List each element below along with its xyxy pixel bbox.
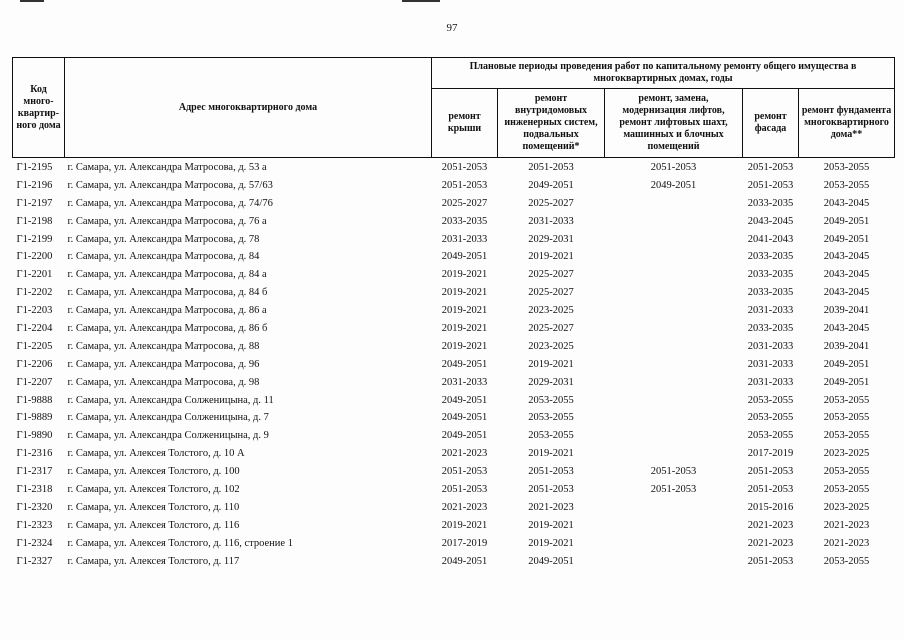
cell-foundation: 2049-2051 [823, 376, 870, 388]
cell-address: г. Самара, ул. Александра Солженицына, д. 9 [67, 430, 269, 442]
table-row [13, 284, 895, 302]
cell-foundation: 2049-2051 [823, 215, 870, 227]
cell-address: г. Самара, ул. Александра Матросова, д. 84 а [67, 269, 267, 281]
cell-roof: 2019-2021 [441, 287, 488, 299]
cell-code: Г1-2202 [16, 287, 53, 299]
cell-address: г. Самара, ул. Александра Солженицына, д. 11 [67, 394, 274, 406]
cell-systems: 2019-2021 [528, 519, 574, 531]
cell-roof: 2049-2051 [441, 412, 488, 424]
cell-elevators [605, 231, 743, 249]
scan-edge-mark [20, 0, 44, 2]
cell-systems: 2019-2021 [528, 537, 574, 549]
cell-elevators [605, 392, 743, 410]
cell-roof: 2021-2023 [441, 501, 488, 513]
cell-systems: 2025-2027 [528, 287, 574, 299]
table-row [13, 195, 895, 213]
table-row [13, 302, 895, 320]
header-systems: ремонт внутридомовых инженерных систем, подвальных помещений* [498, 89, 605, 158]
cell-elevators [605, 320, 743, 338]
cell-code: Г1-2324 [16, 537, 53, 549]
cell-facade: 2033-2035 [747, 269, 794, 281]
cell-systems: 2053-2055 [528, 430, 574, 442]
cell-code: Г1-2320 [16, 501, 53, 513]
cell-code: Г1-2204 [16, 322, 53, 334]
cell-code: Г1-9890 [16, 430, 53, 442]
cell-address: г. Самара, ул. Александра Матросова, д. 78 [67, 233, 260, 245]
cell-foundation: 2053-2055 [823, 394, 870, 406]
cell-elevators [605, 553, 743, 571]
cell-foundation: 2053-2055 [823, 430, 870, 442]
cell-facade: 2051-2053 [747, 161, 794, 173]
cell-elevators [605, 517, 743, 535]
cell-systems: 2025-2027 [528, 322, 574, 334]
scan-edge-mark [402, 0, 440, 2]
cell-code: Г1-2205 [16, 340, 53, 352]
cell-roof: 2031-2033 [441, 233, 488, 245]
cell-facade: 2031-2033 [747, 376, 794, 388]
table-row [13, 409, 895, 427]
cell-address: г. Самара, ул. Александра Матросова, д. 86 а [67, 305, 267, 317]
cell-systems: 2051-2053 [528, 483, 574, 495]
cell-address: г. Самара, ул. Александра Матросова, д. 84 б [67, 287, 268, 299]
cell-elevators [605, 195, 743, 213]
table-row [13, 231, 895, 249]
cell-roof: 2049-2051 [441, 251, 488, 263]
cell-roof: 2033-2035 [441, 215, 488, 227]
cell-address: г. Самара, ул. Александра Матросова, д. 98 [67, 376, 260, 388]
cell-address: г. Самара, ул. Алексея Толстого, д. 110 [67, 501, 240, 513]
cell-elevators [605, 374, 743, 392]
cell-elevators [605, 356, 743, 374]
cell-elevators: 2049-2051 [650, 179, 697, 191]
header-planned-periods: Плановые периоды проведения работ по капитальному ремонту общего имущества в многоквартирных домах, годы [432, 58, 895, 89]
cell-facade: 2053-2055 [747, 394, 794, 406]
cell-systems: 2019-2021 [528, 448, 574, 460]
cell-facade: 2017-2019 [747, 448, 794, 460]
cell-roof: 2051-2053 [441, 179, 488, 191]
cell-systems: 2025-2027 [528, 197, 574, 209]
cell-code: Г1-2203 [16, 305, 53, 317]
cell-elevators [605, 338, 743, 356]
cell-roof: 2017-2019 [441, 537, 488, 549]
header-address: Адрес многоквартирного дома [65, 58, 432, 158]
cell-systems: 2031-2033 [528, 215, 574, 227]
cell-address: г. Самара, ул. Александра Матросова, д. 76 а [67, 215, 267, 227]
cell-address: г. Самара, ул. Александра Матросова, д. 88 [67, 340, 260, 352]
cell-systems: 2023-2025 [528, 305, 574, 317]
cell-systems: 2053-2055 [528, 394, 574, 406]
table-row [13, 374, 895, 392]
cell-address: г. Самара, ул. Александра Матросова, д. 86 б [67, 322, 268, 334]
cell-systems: 2019-2021 [528, 251, 574, 263]
cell-elevators: 2051-2053 [650, 161, 697, 173]
cell-foundation: 2053-2055 [823, 179, 870, 191]
cell-systems: 2029-2031 [528, 376, 574, 388]
cell-code: Г1-2199 [16, 233, 53, 245]
table-row [13, 499, 895, 517]
header-elevators: ремонт, замена, модернизация лифтов, ремонт лифтовых шахт, машинных и блочных помещений [605, 89, 743, 158]
cell-facade: 2041-2043 [747, 233, 794, 245]
header-roof: ремонт крыши [432, 89, 498, 158]
cell-facade: 2033-2035 [747, 287, 794, 299]
cell-elevators [605, 302, 743, 320]
table-row [13, 463, 895, 481]
cell-code: Г1-2200 [16, 251, 53, 263]
cell-roof: 2049-2051 [441, 358, 488, 370]
cell-code: Г1-2207 [16, 376, 53, 388]
cell-elevators [605, 535, 743, 553]
cell-elevators [605, 248, 743, 266]
cell-elevators: 2051-2053 [650, 466, 697, 478]
cell-facade: 2031-2033 [747, 358, 794, 370]
table-row [13, 517, 895, 535]
cell-systems: 2023-2025 [528, 340, 574, 352]
table-row [13, 177, 895, 195]
cell-systems: 2053-2055 [528, 412, 574, 424]
table-row [13, 535, 895, 553]
cell-address: г. Самара, ул. Александра Матросова, д. 53 а [67, 161, 267, 173]
cell-address: г. Самара, ул. Александра Матросова, д. 74/76 [67, 197, 273, 209]
cell-code: Г1-2318 [16, 483, 53, 495]
cell-foundation: 2021-2023 [823, 537, 870, 549]
cell-roof: 2025-2027 [441, 197, 488, 209]
cell-address: г. Самара, ул. Алексея Толстого, д. 116 [67, 519, 240, 531]
cell-roof: 2019-2021 [441, 269, 488, 281]
table-row [13, 213, 895, 231]
cell-facade: 2015-2016 [747, 501, 794, 513]
cell-code: Г1-2206 [16, 358, 53, 370]
cell-systems: 2021-2023 [528, 501, 574, 513]
table-body [13, 158, 895, 571]
cell-roof: 2051-2053 [441, 161, 488, 173]
cell-systems: 2051-2053 [528, 466, 574, 478]
cell-foundation: 2053-2055 [823, 483, 870, 495]
cell-facade: 2033-2035 [747, 251, 794, 263]
cell-facade: 2051-2053 [747, 483, 794, 495]
cell-code: Г1-9889 [16, 412, 53, 424]
cell-elevators [605, 427, 743, 445]
cell-elevators [605, 445, 743, 463]
cell-address: г. Самара, ул. Алексея Толстого, д. 10 А [67, 448, 245, 460]
cell-systems: 2049-2051 [528, 555, 574, 567]
table-row [13, 427, 895, 445]
cell-facade: 2051-2053 [747, 466, 794, 478]
cell-address: г. Самара, ул. Александра Матросова, д. 96 [67, 358, 260, 370]
cell-systems: 2019-2021 [528, 358, 574, 370]
cell-roof: 2049-2051 [441, 430, 488, 442]
cell-code: Г1-2327 [16, 555, 53, 567]
cell-code: Г1-2198 [16, 215, 53, 227]
cell-code: Г1-2195 [16, 161, 53, 173]
cell-foundation: 2039-2041 [823, 340, 870, 352]
cell-elevators [605, 499, 743, 517]
cell-facade: 2021-2023 [747, 519, 794, 531]
cell-roof: 2031-2033 [441, 376, 488, 388]
cell-foundation: 2043-2045 [823, 197, 870, 209]
cell-foundation: 2043-2045 [823, 251, 870, 263]
cell-address: г. Самара, ул. Александра Солженицына, д. 7 [67, 412, 269, 424]
cell-roof: 2019-2021 [441, 322, 488, 334]
cell-elevators [605, 409, 743, 427]
cell-facade: 2031-2033 [747, 340, 794, 352]
cell-foundation: 2053-2055 [823, 412, 870, 424]
table-row [13, 481, 895, 499]
header-foundation: ремонт фундамента многоквартирного дома** [799, 89, 895, 158]
cell-roof: 2019-2021 [441, 519, 488, 531]
cell-roof: 2019-2021 [441, 340, 488, 352]
cell-foundation: 2023-2025 [823, 501, 870, 513]
cell-foundation: 2053-2055 [823, 161, 870, 173]
cell-systems: 2029-2031 [528, 233, 574, 245]
table-row [13, 320, 895, 338]
page-number: 97 [446, 22, 458, 34]
cell-roof: 2051-2053 [441, 466, 488, 478]
cell-facade: 2051-2053 [747, 179, 794, 191]
cell-roof: 2019-2021 [441, 305, 488, 317]
cell-facade: 2053-2055 [747, 430, 794, 442]
cell-foundation: 2049-2051 [823, 358, 870, 370]
cell-elevators [605, 284, 743, 302]
cell-roof: 2049-2051 [441, 394, 488, 406]
cell-code: Г1-2201 [16, 269, 53, 281]
cell-foundation: 2049-2051 [823, 233, 870, 245]
cell-foundation: 2043-2045 [823, 269, 870, 281]
cell-facade: 2031-2033 [747, 305, 794, 317]
header-code: Код много-квартир-ного дома [13, 58, 65, 158]
table-row [13, 248, 895, 266]
cell-facade: 2043-2045 [747, 215, 794, 227]
cell-code: Г1-2196 [16, 179, 53, 191]
table-row [13, 553, 895, 571]
cell-systems: 2049-2051 [528, 179, 574, 191]
cell-code: Г1-2316 [16, 448, 53, 460]
table-row [13, 445, 895, 463]
cell-facade: 2033-2035 [747, 322, 794, 334]
cell-address: г. Самара, ул. Алексея Толстого, д. 100 [67, 466, 240, 478]
cell-foundation: 2023-2025 [823, 448, 870, 460]
cell-facade: 2051-2053 [747, 555, 794, 567]
table-row [13, 356, 895, 374]
table-row [13, 158, 895, 177]
repair-schedule-table [12, 57, 895, 570]
cell-foundation: 2053-2055 [823, 555, 870, 567]
cell-foundation: 2043-2045 [823, 322, 870, 334]
cell-foundation: 2021-2023 [823, 519, 870, 531]
cell-facade: 2033-2035 [747, 197, 794, 209]
cell-code: Г1-2197 [16, 197, 53, 209]
cell-facade: 2021-2023 [747, 537, 794, 549]
cell-foundation: 2039-2041 [823, 305, 870, 317]
cell-elevators: 2051-2053 [650, 483, 697, 495]
cell-elevators [605, 213, 743, 231]
table-row [13, 338, 895, 356]
cell-elevators [605, 266, 743, 284]
cell-roof: 2049-2051 [441, 555, 488, 567]
cell-address: г. Самара, ул. Алексея Толстого, д. 102 [67, 483, 240, 495]
cell-address: г. Самара, ул. Алексея Толстого, д. 117 [67, 555, 240, 567]
cell-roof: 2021-2023 [441, 448, 488, 460]
cell-systems: 2025-2027 [528, 269, 574, 281]
table-row [13, 392, 895, 410]
cell-foundation: 2053-2055 [823, 466, 870, 478]
cell-roof: 2051-2053 [441, 483, 488, 495]
cell-address: г. Самара, ул. Александра Матросова, д. 57/63 [67, 179, 273, 191]
cell-foundation: 2043-2045 [823, 287, 870, 299]
table-row [13, 266, 895, 284]
cell-systems: 2051-2053 [528, 161, 574, 173]
cell-code: Г1-9888 [16, 394, 53, 406]
cell-address: г. Самара, ул. Александра Матросова, д. 84 [67, 251, 260, 263]
cell-code: Г1-2317 [16, 466, 53, 478]
header-facade: ремонт фасада [743, 89, 799, 158]
cell-facade: 2053-2055 [747, 412, 794, 424]
cell-code: Г1-2323 [16, 519, 53, 531]
cell-address: г. Самара, ул. Алексея Толстого, д. 116, строение 1 [67, 537, 293, 549]
